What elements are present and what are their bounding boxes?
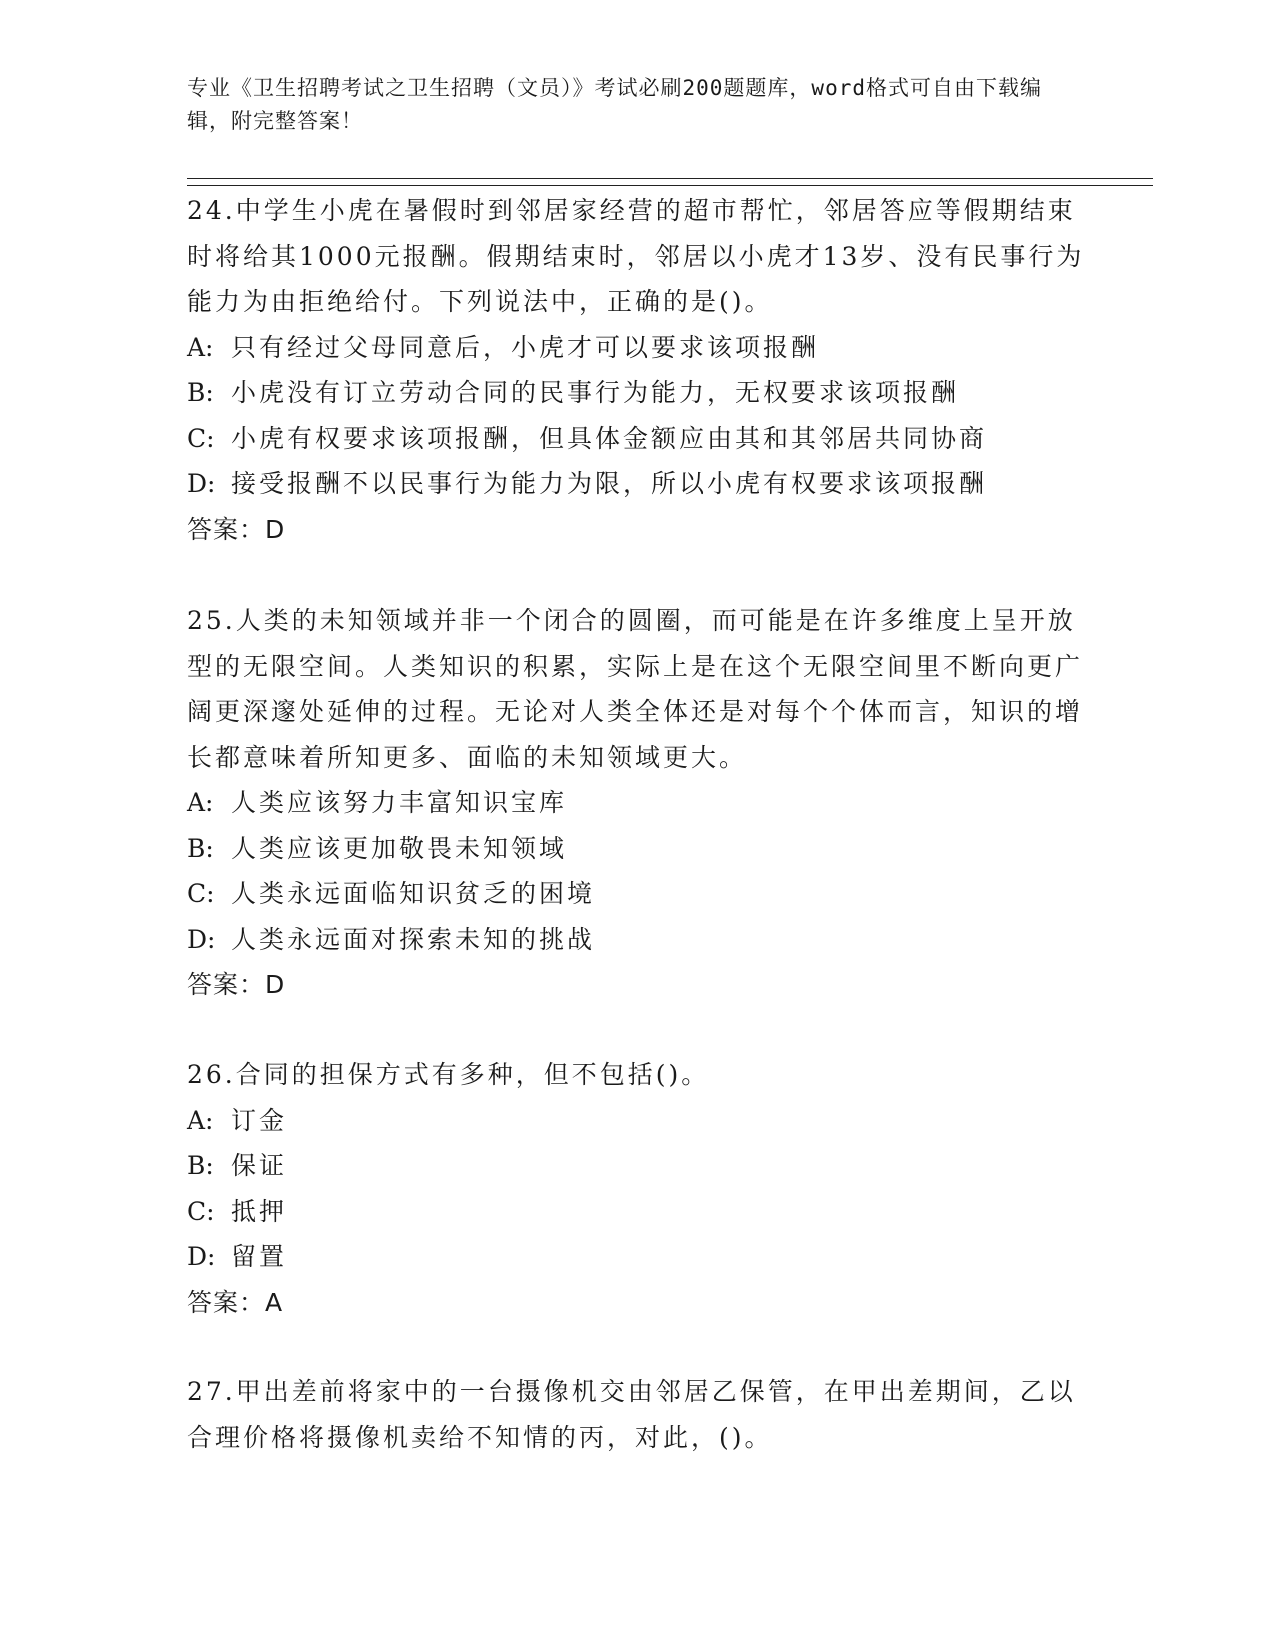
question-26 bbox=[187, 1052, 1087, 1326]
option-text: 人类永远面对探索未知的挑战 bbox=[231, 924, 596, 954]
document-header: 专业《卫生招聘考试之卫生招聘（文员）》考试必刷200题题库，word格式可自由下载编辑，附完整答案！ bbox=[187, 76, 1042, 133]
question-stem: 27.甲出差前将家中的一台摄像机交由邻居乙保管，在甲出差期间，乙以合理价格将摄像机卖给不知情的丙，对此，()。 bbox=[187, 1377, 1076, 1452]
option-key: C: bbox=[187, 1196, 215, 1226]
option-key: A: bbox=[187, 332, 214, 362]
option-text: 抵押 bbox=[231, 1196, 288, 1226]
option-key: D: bbox=[187, 924, 216, 954]
option-text: 小虎没有订立劳动合同的民事行为能力，无权要求该项报酬 bbox=[231, 378, 960, 407]
question-24 bbox=[187, 188, 1087, 553]
option-key: A: bbox=[187, 788, 214, 817]
option-d bbox=[187, 917, 1087, 963]
option-text: 人类应该努力丰富知识宝库 bbox=[231, 788, 568, 817]
option-key: B: bbox=[187, 378, 214, 407]
option-text: 保证 bbox=[231, 1151, 288, 1180]
option-text: 订金 bbox=[231, 1105, 288, 1135]
answer-line: 答案：D bbox=[187, 514, 286, 544]
option-text: 人类应该更加敬畏未知领域 bbox=[231, 833, 568, 863]
header-divider-top bbox=[187, 178, 1153, 179]
option-a bbox=[187, 780, 1087, 826]
question-stem: 25.人类的未知领域并非一个闭合的圆圈，而可能是在许多维度上呈开放型的无限空间。人类知识的积累，实际上是在这个无限空间里不断向更广阔更深邃处延伸的过程。无论对人类全体还是对每个个体而言，知识的增长都意味着所知更多、面临的未知领域更大。 bbox=[187, 606, 1084, 772]
option-text: 接受报酬不以民事行为能力为限，所以小虎有权要求该项报酬 bbox=[231, 469, 988, 498]
option-key: A: bbox=[187, 1105, 214, 1135]
option-text: 小虎有权要求该项报酬，但具体金额应由其和其邻居共同协商 bbox=[231, 423, 988, 453]
option-c bbox=[187, 416, 1087, 462]
option-key: B: bbox=[187, 1151, 214, 1180]
option-d bbox=[187, 1234, 1087, 1280]
header-divider-bottom bbox=[187, 185, 1153, 186]
option-b bbox=[187, 826, 1087, 872]
option-key: C: bbox=[187, 423, 215, 453]
answer-line: 答案：A bbox=[187, 1287, 284, 1317]
option-c bbox=[187, 1189, 1087, 1235]
option-text: 留置 bbox=[231, 1242, 288, 1271]
option-key: B: bbox=[187, 833, 214, 863]
question-25 bbox=[187, 598, 1087, 1008]
option-b bbox=[187, 1143, 1087, 1189]
option-key: C: bbox=[187, 879, 215, 908]
option-key: D: bbox=[187, 1242, 216, 1271]
question-27 bbox=[187, 1369, 1087, 1460]
option-c bbox=[187, 871, 1087, 917]
question-stem: 24.中学生小虎在暑假时到邻居家经营的超市帮忙，邻居答应等假期结束时将给其1000元报酬。假期结束时，邻居以小虎才13岁、没有民事行为能力为由拒绝给付。下列说法中，正确的是()。 bbox=[187, 196, 1085, 316]
option-b bbox=[187, 370, 1087, 416]
option-text: 人类永远面临知识贫乏的困境 bbox=[231, 879, 596, 908]
option-key: D: bbox=[187, 469, 216, 498]
option-a bbox=[187, 325, 1087, 371]
question-stem: 26.合同的担保方式有多种，但不包括()。 bbox=[187, 1060, 710, 1089]
option-text: 只有经过父母同意后，小虎才可以要求该项报酬 bbox=[231, 332, 820, 362]
answer-line: 答案：D bbox=[187, 970, 286, 999]
option-d bbox=[187, 461, 1087, 507]
option-a bbox=[187, 1098, 1087, 1144]
